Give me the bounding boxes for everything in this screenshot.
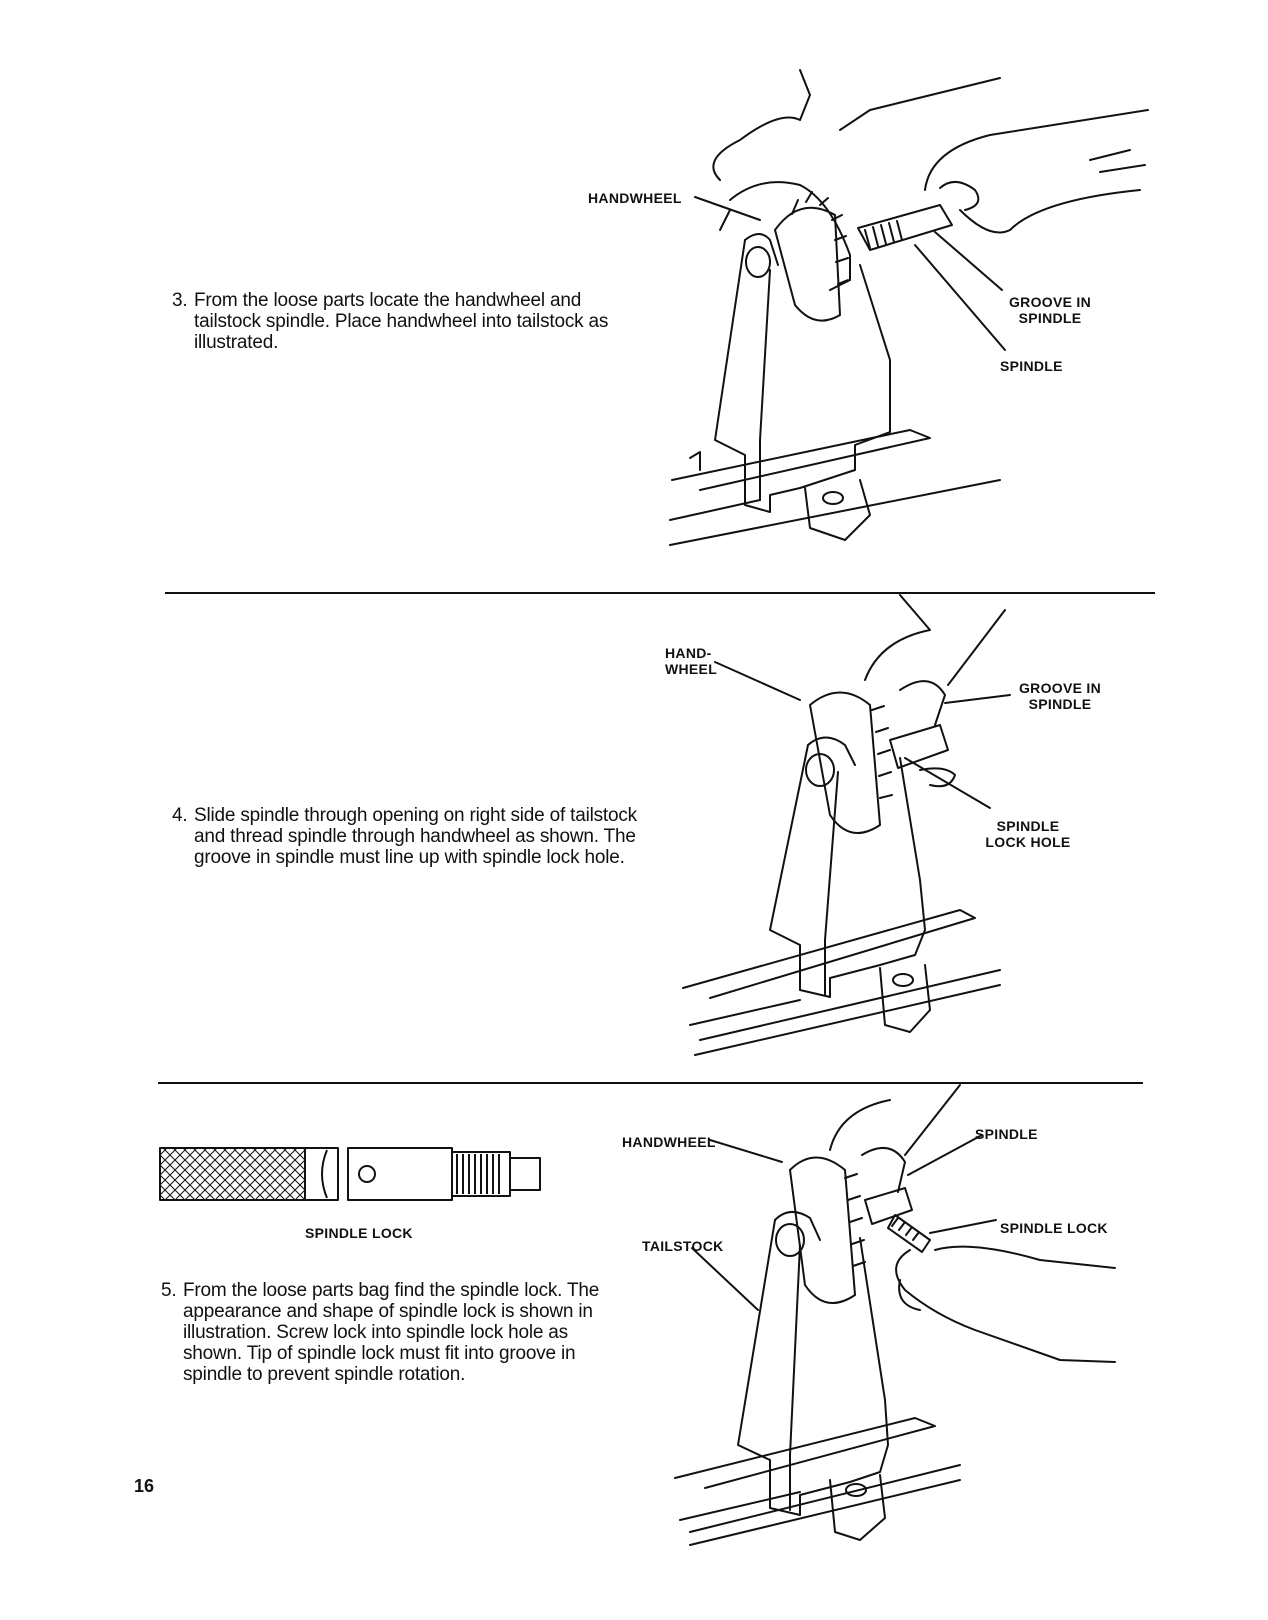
step-5-label-tailstock: TAILSTOCK: [642, 1238, 724, 1254]
step-3-label-handwheel: HANDWHEEL: [588, 190, 682, 206]
step-4-body: Slide spindle through opening on right side of tailstock and thread spindle through handwheel as shown. The groove in spindle must line up with spindle lock hole.: [194, 805, 637, 868]
step-5-number: 5.: [161, 1280, 177, 1301]
page-number: 16: [134, 1476, 155, 1496]
step-5-body: From the loose parts bag find the spindle lock. The appearance and shape of spindle lock is shown in illustration. Screw lock into spindle lock hole as shown. Tip of spindle lock must fit into groove in spindle to prevent spindle rotation.: [183, 1280, 600, 1385]
step-4-illustration: [0, 600, 1268, 1100]
step-4-number: 4.: [172, 805, 188, 826]
step-3-label-spindle: SPINDLE: [1000, 358, 1063, 374]
part-caption-spindle-lock: SPINDLE LOCK: [305, 1225, 413, 1241]
step-3-body: From the loose parts locate the handwheel and tailstock spindle. Place handwheel into tailstock as illustrated.: [194, 290, 609, 353]
step-3-label-groove: GROOVE IN SPINDLE: [1008, 294, 1092, 326]
step-4-label-handwheel: HAND- WHEEL: [665, 645, 718, 677]
step-5-label-spindle: SPINDLE: [975, 1126, 1038, 1142]
step-4-label-spindle-lock-hole: SPINDLE LOCK HOLE: [985, 818, 1071, 850]
step-4-label-groove: GROOVE IN SPINDLE: [1018, 680, 1102, 712]
divider-2: [158, 1082, 1143, 1084]
divider-1: [165, 592, 1155, 594]
step-5-label-handwheel: HANDWHEEL: [622, 1134, 716, 1150]
step-3-number: 3.: [172, 290, 188, 311]
step-5-illustration: [0, 1100, 1268, 1620]
step-5-label-spindle-lock: SPINDLE LOCK: [1000, 1220, 1108, 1236]
